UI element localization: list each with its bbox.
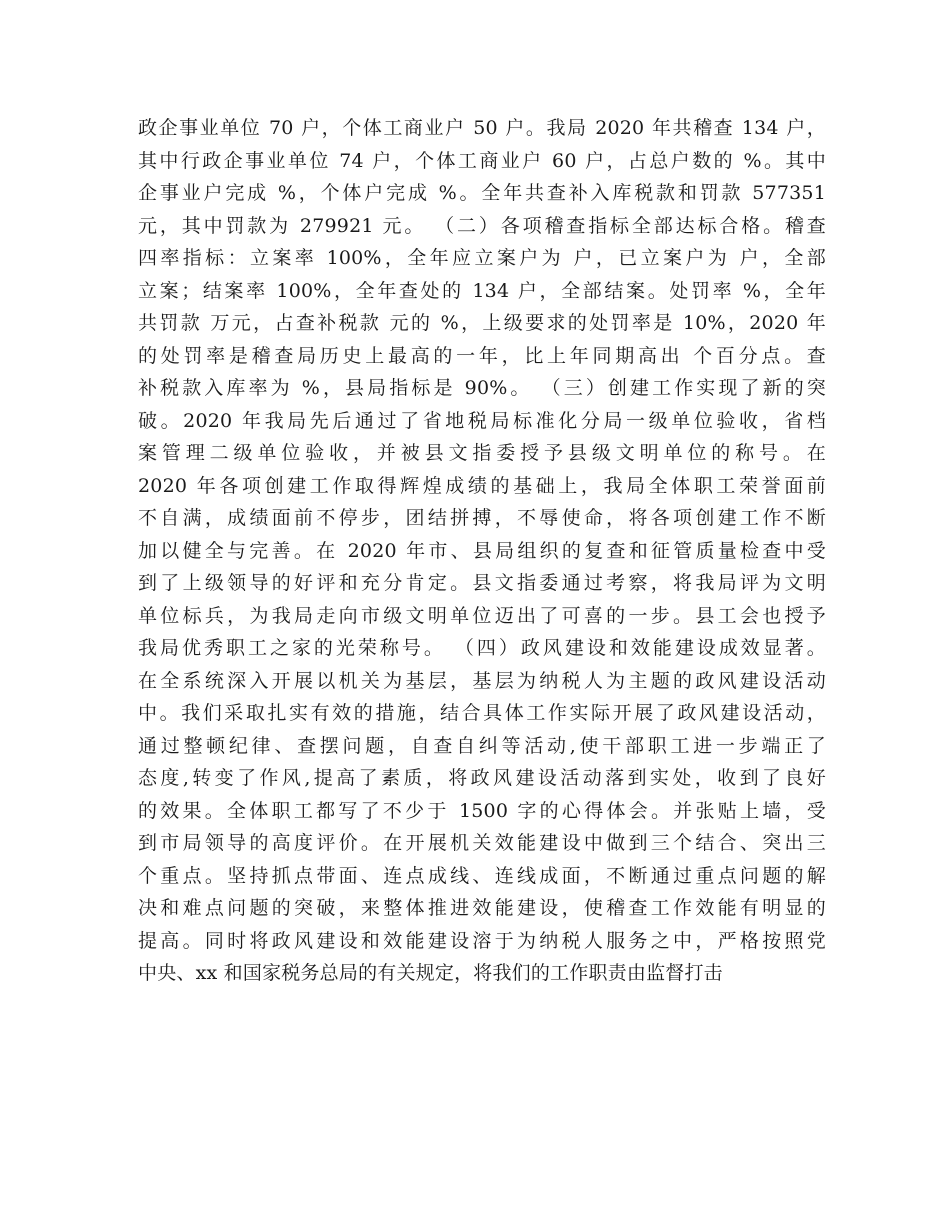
text-line: 我局优秀职工之家的光荣称号。 （四）政风建设和效能建设成效显著。 xyxy=(138,637,826,659)
text-line: 四率指标：立案率 100%，全年应立案户为 户，已立案户为 户，全部 xyxy=(138,247,826,269)
text-line: 立案；结案率 100%，全年查处的 134 户，全部结案。处罚率 %，全年 xyxy=(138,279,826,302)
text-line: 加以健全与完善。在 2020 年市、县局组织的复查和征管质量检查中受 xyxy=(138,539,826,562)
text-line: 通过整顿纪律、查摆问题，自查自纠等活动,使干部职工进一步端正了 xyxy=(138,734,826,757)
text-line: 企事业户完成 %，个体户完成 %。全年共查补入库税款和罚款 577351 xyxy=(138,182,826,204)
text-line: 元，其中罚款为 279921 元。 （二）各项稽查指标全部达标合格。稽查 xyxy=(138,214,826,237)
text-line: 其中行政企事业单位 74 户，个体工商业户 60 户，占总户数的 %。其中 xyxy=(138,149,826,172)
text-line: 共罚款 万元，占查补税款 元的 %，上级要求的处罚率是 10%，2020 年 xyxy=(138,312,826,334)
text-line: 中。我们采取扎实有效的措施，结合具体工作实际开展了政风建设活动， xyxy=(138,702,826,724)
text-line: 不自满，成绩面前不停步，团结拼搏，不辱使命，将各项创建工作不断 xyxy=(138,507,826,529)
text-line: 在全系统深入开展以机关为基层，基层为纳税人为主题的政风建设活动 xyxy=(138,669,826,692)
text-line: 2020 年各项创建工作取得辉煌成绩的基础上，我局全体职工荣誉面前 xyxy=(138,474,826,497)
text-line: 到了上级领导的好评和充分肯定。县文指委通过考察，将我局评为文明 xyxy=(138,572,826,594)
text-line: 决和难点问题的突破，来整体推进效能建设，使稽查工作效能有明显的 xyxy=(138,897,826,919)
text-line: 案管理二级单位验收，并被县文指委授予县级文明单位的称号。在 xyxy=(138,442,826,464)
text-line: 中央、xx 和国家税务总局的有关规定，将我们的工作职责由监督打击 xyxy=(138,962,723,984)
text-line: 态度,转变了作风,提高了素质，将政风建设活动落到实处，收到了良好 xyxy=(138,767,826,789)
text-line: 政企事业单位 70 户，个体工商业户 50 户。我局 2020 年共稽查 134 户， xyxy=(138,117,826,139)
text-line: 破。2020 年我局先后通过了省地税局标准化分局一级单位验收，省档 xyxy=(138,409,826,432)
body-text xyxy=(138,112,826,990)
text-line: 个重点。坚持抓点带面、连点成线、连线成面，不断通过重点问题的解 xyxy=(138,864,826,887)
text-line: 补税款入库率为 %，县局指标是 90%。 （三）创建工作实现了新的突 xyxy=(138,377,826,399)
text-line: 的处罚率是稽查局历史上最高的一年，比上年同期高出 个百分点。查 xyxy=(138,344,826,367)
text-line: 的效果。全体职工都写了不少于 1500 字的心得体会。并张贴上墙，受 xyxy=(138,799,826,822)
text-line: 单位标兵，为我局走向市级文明单位迈出了可喜的一步。县工会也授予 xyxy=(138,604,826,627)
text-line: 到市局领导的高度评价。在开展机关效能建设中做到三个结合、突出三 xyxy=(138,832,826,854)
text-line: 提高。同时将政风建设和效能建设溶于为纳税人服务之中，严格按照党 xyxy=(138,929,826,952)
